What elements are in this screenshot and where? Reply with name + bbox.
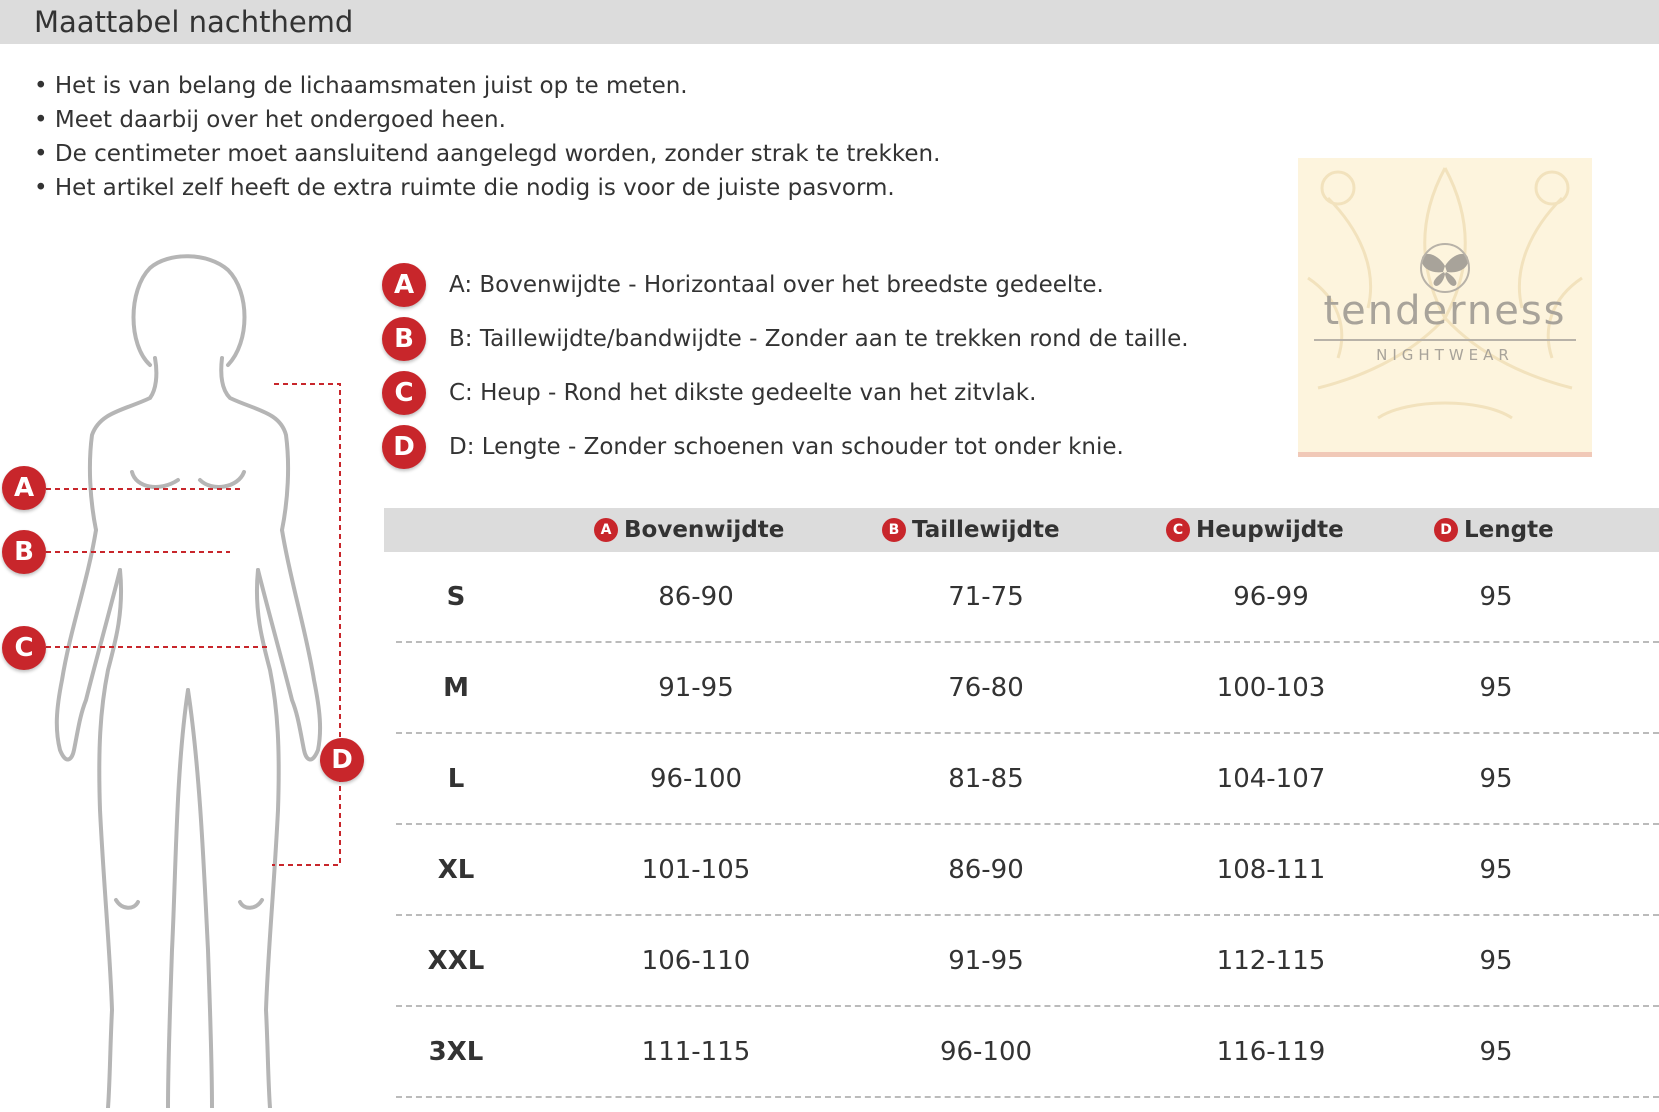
size-cell: S: [446, 581, 466, 612]
table-header: [384, 508, 1659, 552]
legend-text: D: Lengte - Zonder schoenen van schouder tot onder knie.: [449, 434, 1124, 460]
value-cell: 71-75: [948, 581, 1024, 612]
instruction-item: • Het is van belang de lichaamsmaten juist op te meten.: [34, 69, 940, 103]
value-cell: 91-95: [658, 672, 734, 703]
value-cell: 95: [1479, 581, 1513, 612]
badge-d: D: [382, 425, 426, 469]
value-cell: 108-111: [1216, 854, 1326, 885]
value-cell: 96-99: [1233, 581, 1309, 612]
column-header-heupwijdte: [1166, 508, 1344, 552]
instruction-item: • Meet daarbij over het ondergoed heen.: [34, 103, 940, 137]
table-row: [396, 916, 1659, 1007]
value-cell: 76-80: [948, 672, 1024, 703]
value-cell: 96-100: [939, 1036, 1033, 1067]
value-cell: 106-110: [641, 945, 751, 976]
column-badge: A: [594, 518, 618, 542]
badge-b: B: [382, 317, 426, 361]
size-cell: 3XL: [428, 1036, 484, 1067]
instruction-item: • De centimeter moet aansluitend aangelegd worden, zonder strak te trekken.: [34, 137, 940, 171]
value-cell: 101-105: [641, 854, 751, 885]
size-cell: M: [443, 672, 469, 703]
value-cell: 95: [1479, 763, 1513, 794]
column-label: Lengte: [1464, 517, 1554, 543]
table-row: [396, 643, 1659, 734]
column-label: Bovenwijdte: [624, 517, 785, 543]
legend-text: C: Heup - Rond het dikste gedeelte van het zitvlak.: [449, 380, 1037, 406]
table-row: [396, 552, 1659, 643]
page-title: Maattabel nachthemd: [34, 5, 354, 39]
size-cell: L: [447, 763, 465, 794]
body-outline-icon: [0, 250, 380, 1108]
legend-text: A: Bovenwijdte - Horizontaal over het breedste gedeelte.: [449, 272, 1104, 298]
size-cell: XL: [437, 854, 475, 885]
column-badge: D: [1434, 518, 1458, 542]
value-cell: 111-115: [641, 1036, 751, 1067]
column-header-bovenwijdte: [594, 508, 784, 552]
legend-item-a: [382, 258, 1189, 312]
value-cell: 112-115: [1216, 945, 1326, 976]
column-label: Heupwijdte: [1196, 517, 1344, 543]
figure-badge-a: A: [2, 466, 46, 510]
legend-item-b: [382, 312, 1189, 366]
value-cell: 81-85: [948, 763, 1024, 794]
legend-text: B: Taillewijdte/bandwijdte - Zonder aan te trekken rond de taille.: [449, 326, 1189, 352]
value-cell: 95: [1479, 672, 1513, 703]
table-row: [396, 734, 1659, 825]
value-cell: 95: [1479, 854, 1513, 885]
body-figure: [0, 250, 380, 1112]
logo-subtitle: NIGHTWEAR: [1376, 346, 1514, 364]
value-cell: 104-107: [1216, 763, 1326, 794]
measurement-legend: [382, 258, 1189, 474]
badge-c: C: [382, 371, 426, 415]
value-cell: 100-103: [1216, 672, 1326, 703]
title-bar: [0, 0, 1659, 44]
value-cell: 96-100: [649, 763, 743, 794]
column-header-taillewijdte: [882, 508, 1060, 552]
value-cell: 116-119: [1216, 1036, 1326, 1067]
column-badge: C: [1166, 518, 1190, 542]
brand-logo: [1298, 158, 1592, 457]
instructions-list: [34, 69, 940, 205]
value-cell: 86-90: [658, 581, 734, 612]
value-cell: 86-90: [948, 854, 1024, 885]
size-cell: XXL: [427, 945, 485, 976]
legend-item-c: [382, 366, 1189, 420]
value-cell: 95: [1479, 1036, 1513, 1067]
instruction-item: • Het artikel zelf heeft de extra ruimte die nodig is voor de juiste pasvorm.: [34, 171, 940, 205]
badge-a: A: [382, 263, 426, 307]
figure-badge-c: C: [2, 626, 46, 670]
size-table: [384, 508, 1659, 1098]
logo-wordmark: tenderness: [1323, 288, 1567, 334]
figure-badge-d: D: [320, 738, 364, 782]
figure-badge-b: B: [2, 530, 46, 574]
value-cell: 95: [1479, 945, 1513, 976]
legend-item-d: [382, 420, 1189, 474]
column-badge: B: [882, 518, 906, 542]
table-row: [396, 825, 1659, 916]
column-header-lengte: [1434, 508, 1554, 552]
column-label: Taillewijdte: [912, 517, 1060, 543]
table-row: [396, 1007, 1659, 1098]
logo-divider: [1314, 339, 1576, 341]
value-cell: 91-95: [948, 945, 1024, 976]
